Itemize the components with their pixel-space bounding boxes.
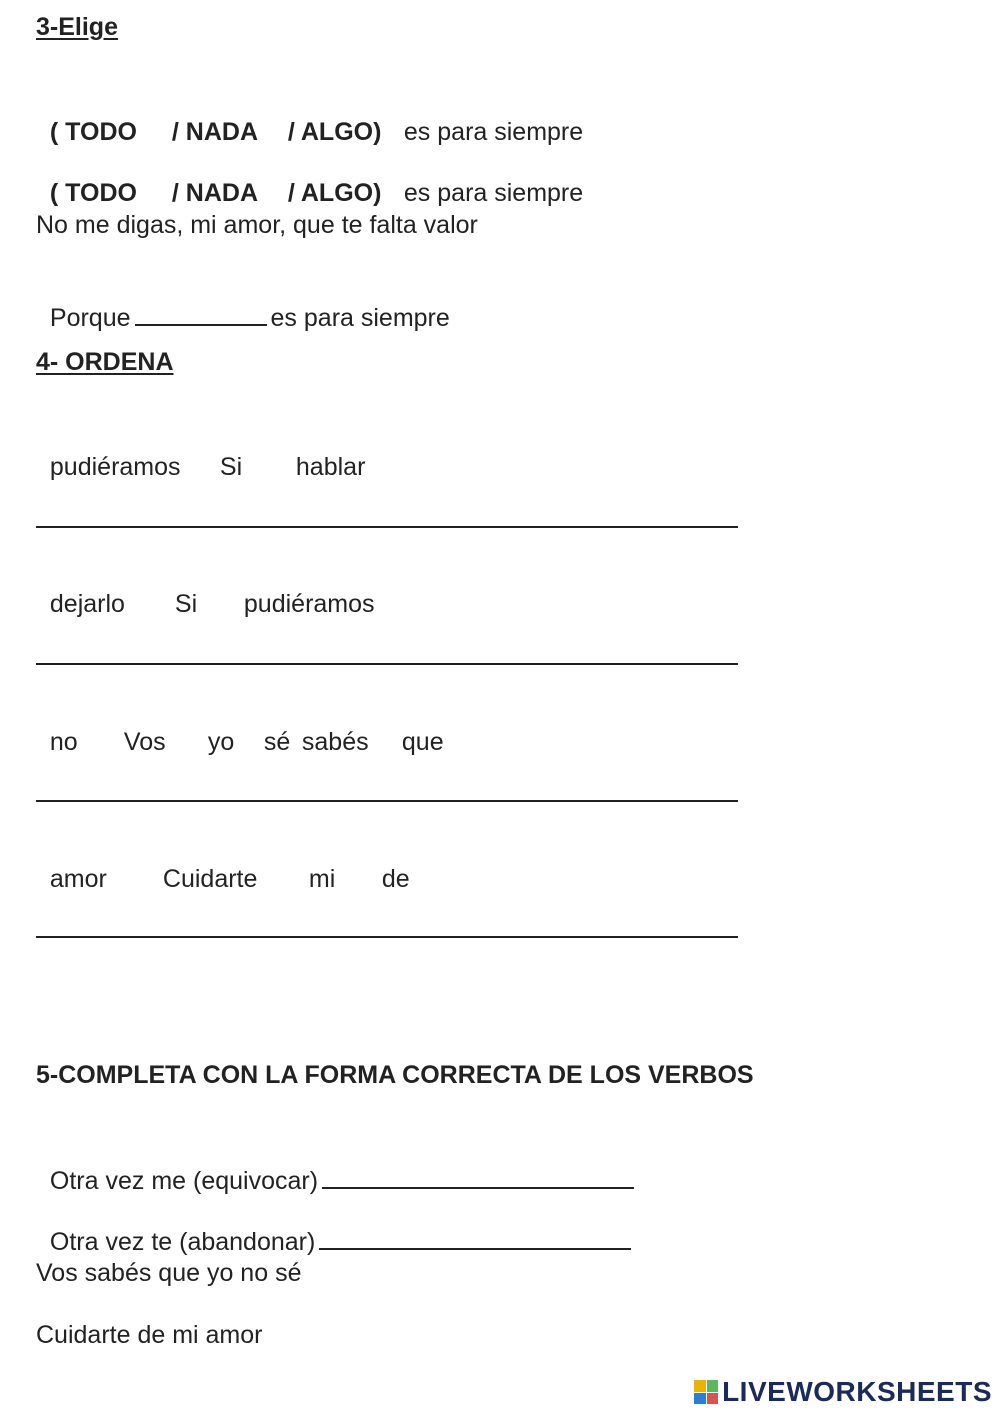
logo-square bbox=[707, 1380, 719, 1392]
logo-square bbox=[694, 1380, 706, 1392]
section-4-heading: 4- ORDENA bbox=[36, 348, 174, 376]
scrambled-word: mi bbox=[308, 865, 336, 893]
answer-line[interactable] bbox=[36, 800, 738, 802]
logo-square bbox=[694, 1393, 706, 1405]
lyric-line: Cuidarte de mi amor bbox=[36, 1321, 263, 1349]
verb-prompt: Otra vez te (abandonar) bbox=[49, 1228, 316, 1256]
answer-line[interactable] bbox=[36, 936, 738, 938]
fill-line-porque bbox=[36, 272, 450, 333]
lyric-line: Vos sabés que yo no sé bbox=[36, 1259, 302, 1287]
liveworksheets-logo-icon bbox=[694, 1380, 718, 1404]
answer-blank[interactable] bbox=[322, 1165, 634, 1189]
lyric-line: No me digas, mi amor, que te falta valor bbox=[36, 211, 478, 239]
scrambled-word: que bbox=[401, 728, 444, 756]
liveworksheets-logo-text: LIVEWORKSHEETS bbox=[722, 1376, 992, 1407]
scrambled-word: Si bbox=[219, 453, 243, 481]
option-algo[interactable]: / ALGO) bbox=[287, 118, 382, 146]
scrambled-word: Vos bbox=[123, 728, 166, 756]
option-algo[interactable]: / ALGO) bbox=[287, 179, 382, 207]
scrambled-word: pudiéramos bbox=[49, 453, 181, 481]
scrambled-word: dejarlo bbox=[49, 590, 125, 618]
answer-blank[interactable] bbox=[319, 1226, 631, 1250]
choice-rest-text: es para siempre bbox=[403, 179, 584, 207]
word-group-4 bbox=[36, 834, 410, 894]
word-group-1 bbox=[36, 422, 365, 482]
option-nada[interactable]: / NADA bbox=[171, 118, 259, 146]
word-group-3 bbox=[36, 697, 444, 757]
option-todo[interactable]: ( TODO bbox=[49, 118, 137, 146]
scrambled-word: Cuidarte bbox=[162, 865, 258, 893]
choice-rest-text: es para siempre bbox=[403, 118, 584, 146]
verb-line-1 bbox=[36, 1135, 638, 1196]
word-group-2 bbox=[36, 559, 375, 619]
scrambled-word: de bbox=[381, 865, 410, 893]
answer-line[interactable] bbox=[36, 663, 738, 665]
scrambled-word: hablar bbox=[295, 453, 366, 481]
answer-line[interactable] bbox=[36, 526, 738, 528]
scrambled-word: Si bbox=[174, 590, 198, 618]
choice-line-1 bbox=[36, 87, 583, 147]
fill-line-suffix: es para siempre bbox=[270, 304, 450, 332]
logo-square bbox=[707, 1393, 719, 1405]
choice-line-2 bbox=[36, 148, 583, 208]
section-3-heading: 3-Elige bbox=[36, 13, 118, 41]
scrambled-word: yo bbox=[207, 728, 235, 756]
fill-line-prefix: Porque bbox=[49, 304, 131, 332]
scrambled-word: pudiéramos bbox=[243, 590, 375, 618]
liveworksheets-logo bbox=[694, 1375, 992, 1409]
option-nada[interactable]: / NADA bbox=[171, 179, 259, 207]
answer-blank[interactable] bbox=[135, 302, 267, 326]
section-5-heading: 5-COMPLETA CON LA FORMA CORRECTA DE LOS VERBOS bbox=[36, 1061, 754, 1089]
verb-prompt: Otra vez me (equivocar) bbox=[49, 1167, 319, 1195]
scrambled-word: sabés bbox=[301, 728, 369, 756]
scrambled-word: amor bbox=[49, 865, 107, 893]
scrambled-word: sé bbox=[263, 728, 291, 756]
scrambled-word: no bbox=[49, 728, 78, 756]
verb-line-2 bbox=[36, 1196, 635, 1257]
option-todo[interactable]: ( TODO bbox=[49, 179, 137, 207]
